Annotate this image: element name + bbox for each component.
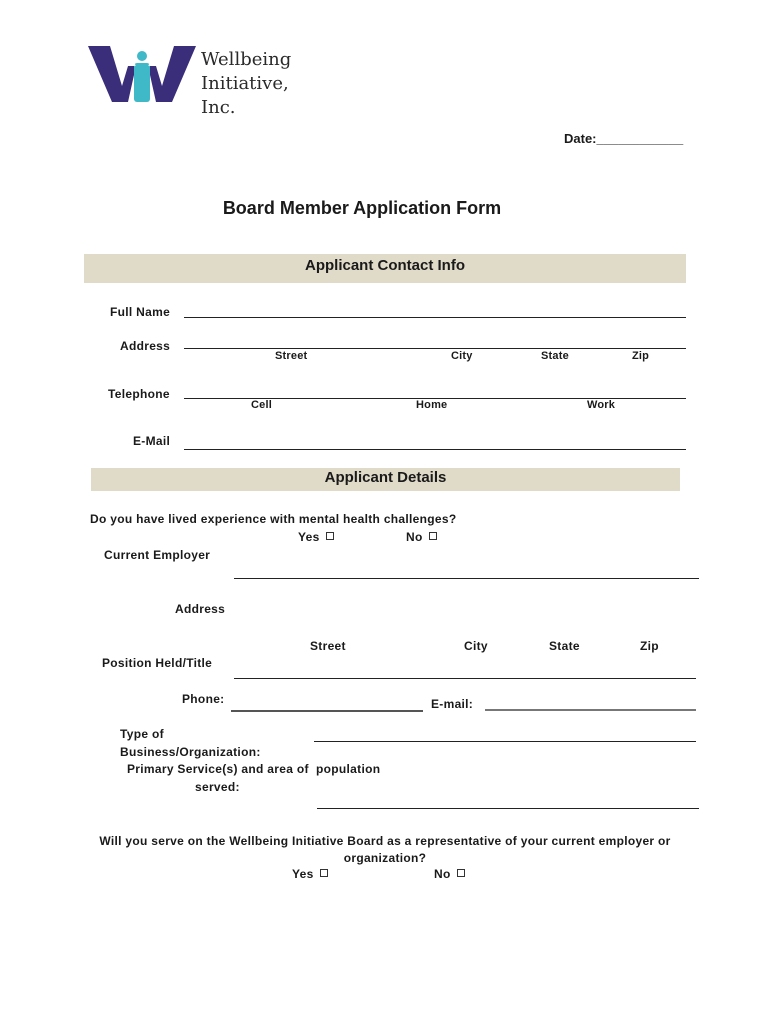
employer-email-label: E-mail: (431, 697, 474, 711)
address-city-caption: City (451, 350, 473, 362)
address-field[interactable] (184, 348, 686, 349)
telephone-label: Telephone (108, 387, 170, 401)
logo-line2: Initiative, Inc. (201, 73, 289, 118)
employer-email-field[interactable] (485, 709, 696, 711)
email-label: E-Mail (133, 434, 171, 448)
yes-label: Yes (298, 530, 320, 544)
employer-city-caption: City (464, 639, 488, 653)
address-street-caption: Street (275, 350, 308, 362)
no-label: No (434, 867, 451, 881)
tel-home-caption: Home (416, 399, 448, 411)
business-organization-label: Business/Organization: (120, 745, 261, 759)
employer-street-caption: Street (310, 639, 346, 653)
date-field (564, 131, 683, 146)
contact-section-header (84, 254, 686, 283)
employer-phone-field[interactable] (231, 710, 423, 712)
lived-experience-yes[interactable] (298, 530, 334, 544)
checkbox-icon (429, 532, 437, 540)
tel-cell-caption: Cell (251, 399, 272, 411)
lived-experience-no[interactable] (406, 530, 437, 544)
primary-services-label: Primary Service(s) and area of population (127, 762, 381, 776)
no-label: No (406, 530, 423, 544)
address-state-caption: State (541, 350, 569, 362)
details-heading: Applicant Details (324, 469, 447, 486)
employer-phone-label: Phone: (182, 692, 225, 706)
full-name-label: Full Name (110, 305, 171, 319)
logo (88, 44, 328, 118)
checkbox-icon (326, 532, 334, 540)
current-employer-label: Current Employer (104, 548, 211, 562)
employer-address-label: Address (175, 602, 226, 616)
email-field[interactable] (184, 449, 686, 450)
form-title: Board Member Application Form (222, 198, 502, 218)
business-type-field[interactable] (314, 741, 696, 742)
employer-zip-caption: Zip (640, 639, 659, 653)
position-label: Position Held/Title (102, 656, 213, 670)
employer-state-caption: State (549, 639, 580, 653)
representative-question-line1: Will you serve on the Wellbeing Initiative Board as a representative of your current employer or (99, 834, 671, 848)
lived-experience-question: Do you have lived experience with mental health challenges? (90, 512, 457, 526)
current-employer-field[interactable] (234, 578, 699, 579)
primary-services-field[interactable] (317, 808, 699, 809)
full-name-field[interactable] (184, 317, 686, 318)
representative-question-line2: organization? (343, 851, 427, 865)
address-zip-caption: Zip (632, 350, 650, 362)
contact-heading: Applicant Contact Info (305, 257, 465, 274)
yes-label: Yes (292, 867, 314, 881)
wellbeing-logo-icon (88, 44, 196, 104)
type-of-label: Type of (120, 727, 164, 741)
details-section-header (91, 468, 680, 491)
date-blank[interactable]: ____________ (596, 131, 684, 146)
address-label: Address (120, 339, 171, 353)
checkbox-icon (320, 869, 328, 877)
tel-work-caption: Work (587, 399, 616, 411)
logo-line1: Wellbeing (201, 49, 292, 70)
representative-question (0, 833, 770, 867)
checkbox-icon (457, 869, 465, 877)
representative-no[interactable] (434, 867, 465, 881)
served-label: served: (195, 780, 240, 794)
representative-yes[interactable] (292, 867, 328, 881)
position-field[interactable] (234, 678, 696, 679)
date-label: Date: (564, 131, 597, 146)
